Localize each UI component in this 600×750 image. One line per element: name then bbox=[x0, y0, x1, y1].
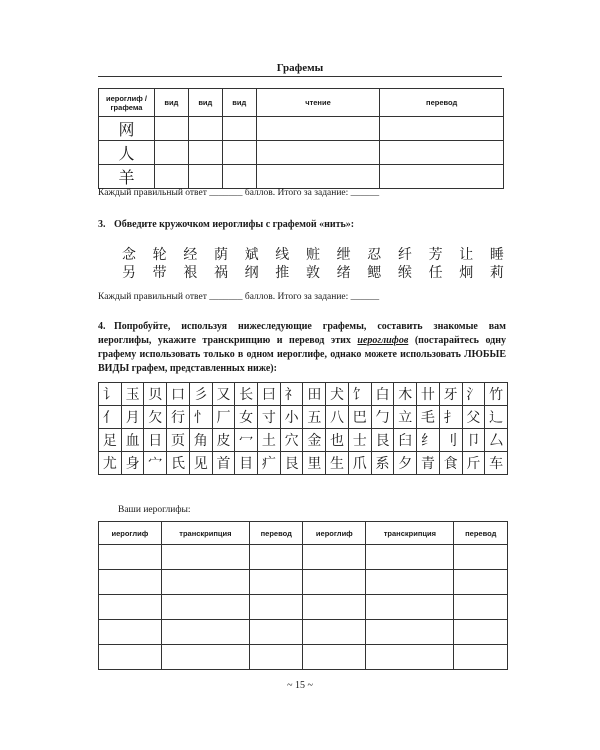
grapheme-cell: 女 bbox=[235, 406, 258, 429]
grapheme-cell: 扌 bbox=[439, 406, 462, 429]
answer-table bbox=[98, 521, 508, 670]
col-header-transcription: транскрипция bbox=[161, 522, 249, 545]
answer-cell[interactable] bbox=[250, 620, 303, 645]
grapheme-cell: 食 bbox=[439, 452, 462, 475]
grapheme-cell: 血 bbox=[121, 429, 144, 452]
task-4-number: 4. bbox=[98, 321, 106, 332]
empty-cell[interactable] bbox=[256, 141, 380, 165]
hanzi-option[interactable]: 芳 bbox=[428, 247, 443, 263]
empty-cell[interactable] bbox=[154, 165, 188, 189]
empty-cell[interactable] bbox=[188, 165, 222, 189]
task-3-text: Обведите кружочком иероглифы с графемой «нить»: bbox=[114, 219, 355, 230]
grapheme-cell: 生 bbox=[326, 452, 349, 475]
col-header-transcription: транскрипция bbox=[366, 522, 454, 545]
col-header-hieroglyph: иероглиф bbox=[303, 522, 366, 545]
grapheme-cell: 立 bbox=[394, 406, 417, 429]
grapheme-cell: 卩 bbox=[462, 429, 485, 452]
answer-cell[interactable] bbox=[366, 595, 454, 620]
table-row bbox=[99, 595, 508, 620]
hanzi-option[interactable]: 念 bbox=[122, 247, 136, 263]
hieroglyph-cell: 人 bbox=[99, 141, 155, 165]
grapheme-cell: 金 bbox=[303, 429, 326, 452]
grapheme-cell: 巴 bbox=[348, 406, 371, 429]
grapheme-cell: 口 bbox=[167, 383, 190, 406]
hanzi-option[interactable]: 裉 bbox=[183, 265, 198, 281]
empty-cell[interactable] bbox=[154, 117, 188, 141]
grapheme-cell: 氵 bbox=[462, 383, 485, 406]
hieroglyph-cell: 网 bbox=[99, 117, 155, 141]
hanzi-option[interactable]: 带 bbox=[152, 265, 167, 281]
hanzi-option[interactable]: 忍 bbox=[367, 247, 382, 263]
grapheme-cell: 又 bbox=[212, 383, 235, 406]
grapheme-cell: 小 bbox=[280, 406, 303, 429]
grapheme-cell: 尤 bbox=[99, 452, 122, 475]
table-row bbox=[99, 570, 508, 595]
answer-cell[interactable] bbox=[454, 620, 508, 645]
table-row bbox=[99, 117, 504, 141]
grapheme-cell: 士 bbox=[348, 429, 371, 452]
hanzi-option[interactable]: 绪 bbox=[336, 265, 351, 281]
empty-cell[interactable] bbox=[222, 117, 256, 141]
grapheme-cell: 青 bbox=[417, 452, 440, 475]
grapheme-cell: 也 bbox=[326, 429, 349, 452]
empty-cell[interactable] bbox=[380, 117, 504, 141]
grapheme-cell: 艮 bbox=[280, 452, 303, 475]
grapheme-cell: 五 bbox=[303, 406, 326, 429]
table-row bbox=[99, 545, 508, 570]
table-row bbox=[99, 165, 504, 189]
grapheme-cell: 犬 bbox=[326, 383, 349, 406]
hanzi-option[interactable]: 敦 bbox=[305, 265, 320, 281]
table-row bbox=[99, 620, 508, 645]
task-3 bbox=[98, 218, 506, 232]
grapheme-cell: 玉 bbox=[121, 383, 144, 406]
grapheme-cell: 礻 bbox=[280, 383, 303, 406]
grapheme-cell: 页 bbox=[167, 429, 190, 452]
grapheme-cell: 目 bbox=[235, 452, 258, 475]
task-4-text-em: иероглифов bbox=[357, 335, 409, 346]
answer-cell[interactable] bbox=[99, 645, 162, 670]
grapheme-cell: 足 bbox=[99, 429, 122, 452]
grapheme-grid bbox=[98, 382, 508, 475]
empty-cell[interactable] bbox=[256, 165, 380, 189]
answer-cell[interactable] bbox=[250, 570, 303, 595]
answer-cell[interactable] bbox=[161, 620, 249, 645]
answer-cell[interactable] bbox=[366, 570, 454, 595]
answer-cell[interactable] bbox=[303, 570, 366, 595]
grapheme-cell: 角 bbox=[189, 429, 212, 452]
hanzi-option[interactable]: 荫 bbox=[213, 247, 228, 263]
grapheme-cell: 斤 bbox=[462, 452, 485, 475]
grapheme-cell: 夕 bbox=[394, 452, 417, 475]
answer-cell[interactable] bbox=[303, 645, 366, 670]
grapheme-cell: 厶 bbox=[485, 429, 508, 452]
answer-cell[interactable] bbox=[161, 570, 249, 595]
grapheme-cell: 辶 bbox=[485, 406, 508, 429]
answer-cell[interactable] bbox=[250, 545, 303, 570]
grapheme-cell: 亻 bbox=[99, 406, 122, 429]
answer-cell[interactable] bbox=[303, 595, 366, 620]
answer-cell[interactable] bbox=[366, 545, 454, 570]
your-hieroglyphs-label: Ваши иероглифы: bbox=[118, 505, 191, 515]
grapheme-cell: 纟 bbox=[417, 429, 440, 452]
answer-cell[interactable] bbox=[161, 595, 249, 620]
grapheme-cell: 系 bbox=[371, 452, 394, 475]
grapheme-table bbox=[98, 88, 504, 189]
answer-cell[interactable] bbox=[99, 620, 162, 645]
answer-cell[interactable] bbox=[454, 570, 508, 595]
hanzi-option[interactable]: 斌 bbox=[244, 247, 259, 263]
hanzi-option[interactable]: 任 bbox=[428, 265, 443, 281]
answer-cell[interactable] bbox=[454, 545, 508, 570]
col-header-type-3: вид bbox=[222, 89, 256, 117]
empty-cell[interactable] bbox=[222, 165, 256, 189]
answer-cell[interactable] bbox=[366, 620, 454, 645]
answer-cell[interactable] bbox=[99, 595, 162, 620]
task-4-text-b: (постарайтесь одну графему использовать только в одном иероглифе, однако можете использовать ЛЮБЫЕ ВИДЫ графем, представленных ниже): bbox=[98, 335, 506, 374]
table-header-row bbox=[99, 89, 504, 117]
grapheme-cell: 牙 bbox=[439, 383, 462, 406]
empty-cell[interactable] bbox=[380, 165, 504, 189]
grapheme-cell: 氏 bbox=[167, 452, 190, 475]
grapheme-cell: 田 bbox=[303, 383, 326, 406]
hanzi-row-1 bbox=[118, 244, 508, 264]
hanzi-option[interactable]: 缑 bbox=[397, 265, 412, 281]
hanzi-option[interactable]: 绁 bbox=[336, 247, 351, 263]
score-line-2: Каждый правильный ответ _______ баллов. Итого за задание: ______ bbox=[98, 292, 380, 302]
grapheme-cell: 忄 bbox=[189, 406, 212, 429]
grapheme-cell: 白 bbox=[371, 383, 394, 406]
hanzi-option[interactable]: 鳃 bbox=[367, 265, 382, 281]
grapheme-cell: 身 bbox=[121, 452, 144, 475]
hanzi-option[interactable]: 另 bbox=[122, 265, 136, 281]
grapheme-cell: 曰 bbox=[258, 383, 281, 406]
grapheme-cell: 行 bbox=[167, 406, 190, 429]
grapheme-cell: 竹 bbox=[485, 383, 508, 406]
grapheme-cell: 木 bbox=[394, 383, 417, 406]
grapheme-cell: 皮 bbox=[212, 429, 235, 452]
grapheme-cell: 爪 bbox=[348, 452, 371, 475]
hanzi-row-2 bbox=[118, 262, 508, 282]
hanzi-option[interactable]: 纲 bbox=[244, 265, 259, 281]
table-row bbox=[99, 645, 508, 670]
grapheme-cell: 贝 bbox=[144, 383, 167, 406]
grapheme-cell: 车 bbox=[485, 452, 508, 475]
hanzi-option[interactable]: 经 bbox=[183, 247, 198, 263]
grapheme-cell: 臼 bbox=[394, 429, 417, 452]
table-row bbox=[99, 141, 504, 165]
grapheme-cell: 冖 bbox=[235, 429, 258, 452]
hanzi-option[interactable]: 推 bbox=[275, 265, 290, 281]
grapheme-cell: 刂 bbox=[439, 429, 462, 452]
grapheme-cell: 彡 bbox=[189, 383, 212, 406]
hanzi-option[interactable]: 纤 bbox=[397, 247, 412, 263]
hanzi-option[interactable]: 莉 bbox=[489, 265, 504, 281]
grid-row bbox=[99, 452, 508, 475]
hanzi-option[interactable]: 让 bbox=[459, 247, 474, 263]
page-number: ~ 15 ~ bbox=[287, 680, 313, 691]
grapheme-cell: 欠 bbox=[144, 406, 167, 429]
answer-cell[interactable] bbox=[161, 645, 249, 670]
col-header-hieroglyph: иероглиф / графема bbox=[99, 89, 155, 117]
col-header-type-1: вид bbox=[154, 89, 188, 117]
grapheme-cell: 长 bbox=[235, 383, 258, 406]
col-header-hieroglyph: иероглиф bbox=[99, 522, 162, 545]
grapheme-cell: 父 bbox=[462, 406, 485, 429]
answer-cell[interactable] bbox=[161, 545, 249, 570]
hanzi-option[interactable]: 祸 bbox=[213, 265, 228, 281]
hieroglyph-cell: 羊 bbox=[99, 165, 155, 189]
header-divider bbox=[98, 76, 502, 77]
grapheme-cell: 里 bbox=[303, 452, 326, 475]
score-line-1: Каждый правильный ответ _______ баллов. Итого за задание: ______ bbox=[98, 188, 380, 198]
grapheme-cell: 日 bbox=[144, 429, 167, 452]
col-header-reading: чтение bbox=[256, 89, 380, 117]
answer-cell[interactable] bbox=[250, 645, 303, 670]
empty-cell[interactable] bbox=[188, 117, 222, 141]
grid-row bbox=[99, 383, 508, 406]
answer-cell[interactable] bbox=[454, 645, 508, 670]
empty-cell[interactable] bbox=[256, 117, 380, 141]
answer-cell[interactable] bbox=[366, 645, 454, 670]
hanzi-option[interactable]: 赃 bbox=[305, 247, 320, 263]
grapheme-cell: 毛 bbox=[417, 406, 440, 429]
grapheme-cell: 疒 bbox=[258, 452, 281, 475]
grapheme-cell: 宀 bbox=[144, 452, 167, 475]
col-header-type-2: вид bbox=[188, 89, 222, 117]
col-header-translation: перевод bbox=[454, 522, 508, 545]
empty-cell[interactable] bbox=[154, 141, 188, 165]
empty-cell[interactable] bbox=[380, 141, 504, 165]
grapheme-cell: 寸 bbox=[258, 406, 281, 429]
task-3-number: 3. bbox=[98, 219, 106, 230]
grapheme-cell: 首 bbox=[212, 452, 235, 475]
grapheme-cell: 勹 bbox=[371, 406, 394, 429]
col-header-translation: перевод bbox=[250, 522, 303, 545]
answer-cell[interactable] bbox=[303, 545, 366, 570]
hanzi-option[interactable]: 炯 bbox=[459, 265, 474, 281]
answer-cell[interactable] bbox=[303, 620, 366, 645]
answer-cell[interactable] bbox=[99, 570, 162, 595]
grapheme-cell: 卄 bbox=[417, 383, 440, 406]
page-title: Графемы bbox=[276, 62, 324, 74]
grapheme-cell: 土 bbox=[258, 429, 281, 452]
grapheme-cell: 月 bbox=[121, 406, 144, 429]
grapheme-cell: 讠 bbox=[99, 383, 122, 406]
empty-cell[interactable] bbox=[222, 141, 256, 165]
hanzi-option[interactable]: 睡 bbox=[489, 247, 504, 263]
grapheme-cell: 见 bbox=[189, 452, 212, 475]
answer-cell[interactable] bbox=[99, 545, 162, 570]
task-4 bbox=[98, 320, 506, 376]
answer-cell[interactable] bbox=[250, 595, 303, 620]
grid-row bbox=[99, 406, 508, 429]
grapheme-cell: 厂 bbox=[212, 406, 235, 429]
grid-row bbox=[99, 429, 508, 452]
grapheme-cell: 穴 bbox=[280, 429, 303, 452]
answer-cell[interactable] bbox=[454, 595, 508, 620]
task-4-text-a: Попробуйте, используя нижеследующие графемы, составить знакомые вам иероглифы, укажите транскрипцию и перевод этих bbox=[98, 321, 506, 346]
grapheme-cell: 艮 bbox=[371, 429, 394, 452]
table-header-row bbox=[99, 522, 508, 545]
grapheme-cell: 八 bbox=[326, 406, 349, 429]
hanzi-option[interactable]: 轮 bbox=[152, 247, 167, 263]
col-header-translation: перевод bbox=[380, 89, 504, 117]
hanzi-option[interactable]: 线 bbox=[275, 247, 290, 263]
grapheme-cell: 饣 bbox=[348, 383, 371, 406]
empty-cell[interactable] bbox=[188, 141, 222, 165]
